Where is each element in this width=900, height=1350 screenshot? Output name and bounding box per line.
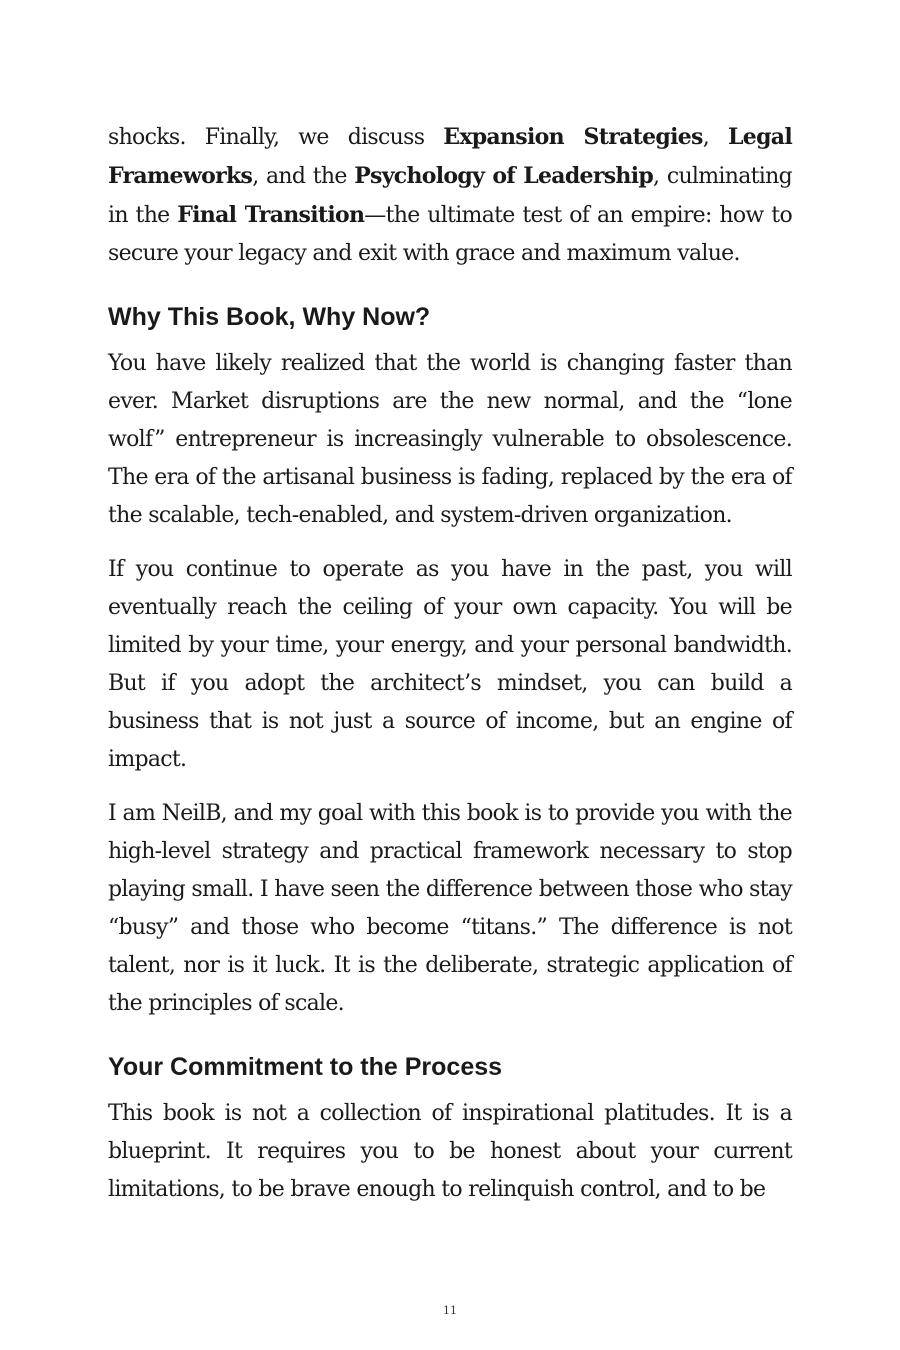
intro-text-1: shocks. Finally, we discuss [108,125,444,150]
paragraph: This book is not a collection of inspirational platitudes. It is a blueprint. It requires you to be honest about your current limitations, to be brave enough to relinquish control, and to be [108,1101,792,1202]
section-heading-why-this-book: Why This Book, Why Now? [108,303,431,331]
intro-text-2: , [702,125,729,150]
paragraph: I am NeilB, and my goal with this book is to provide you with the high-level strategy and practical framework necessary to stop playing small. I have seen the difference between those who stay “busy” and those who become “titans.” The difference is not talent, nor is it luck. It is the deliberate, strategic application of the principles of scale. [108,801,792,1016]
intro-text-4: , culminating in the [108,164,792,228]
page-number: 11 [443,1304,457,1317]
bold-expansion-strategies: Expansion Strategies [443,124,703,150]
intro-text-3: , and the [252,164,355,189]
page-body [108,118,792,1225]
intro-paragraph [108,118,792,273]
bold-final-transition: Final Transition [177,202,365,228]
bold-psychology-of-leadership: Psychology of Leadership [354,163,654,189]
bold-legal-frameworks: Legal Frameworks [108,124,792,189]
paragraph: If you continue to operate as you have in the past, you will eventually reach the ceiling of your own capacity. You will be limited by your time, your energy, and your personal bandwidth. But if you adopt the architect’s mindset, you can build a business that is not just a source of income, but an engine of impact. [108,557,792,772]
section-heading-commitment: Your Commitment to the Process [108,1053,503,1081]
intro-text-5: —the ultimate test of an empire: how to secure your legacy and exit with grace and maximum value. [108,203,792,266]
paragraph: You have likely realized that the world is changing faster than ever. Market disruptions are the new normal, and the “lone wolf” entrepreneur is increasingly vulnerable to obsolescence. The era of the artisanal business is fading, replaced by the era of the scalable, tech-enabled, and system-driven organization. [108,351,792,528]
